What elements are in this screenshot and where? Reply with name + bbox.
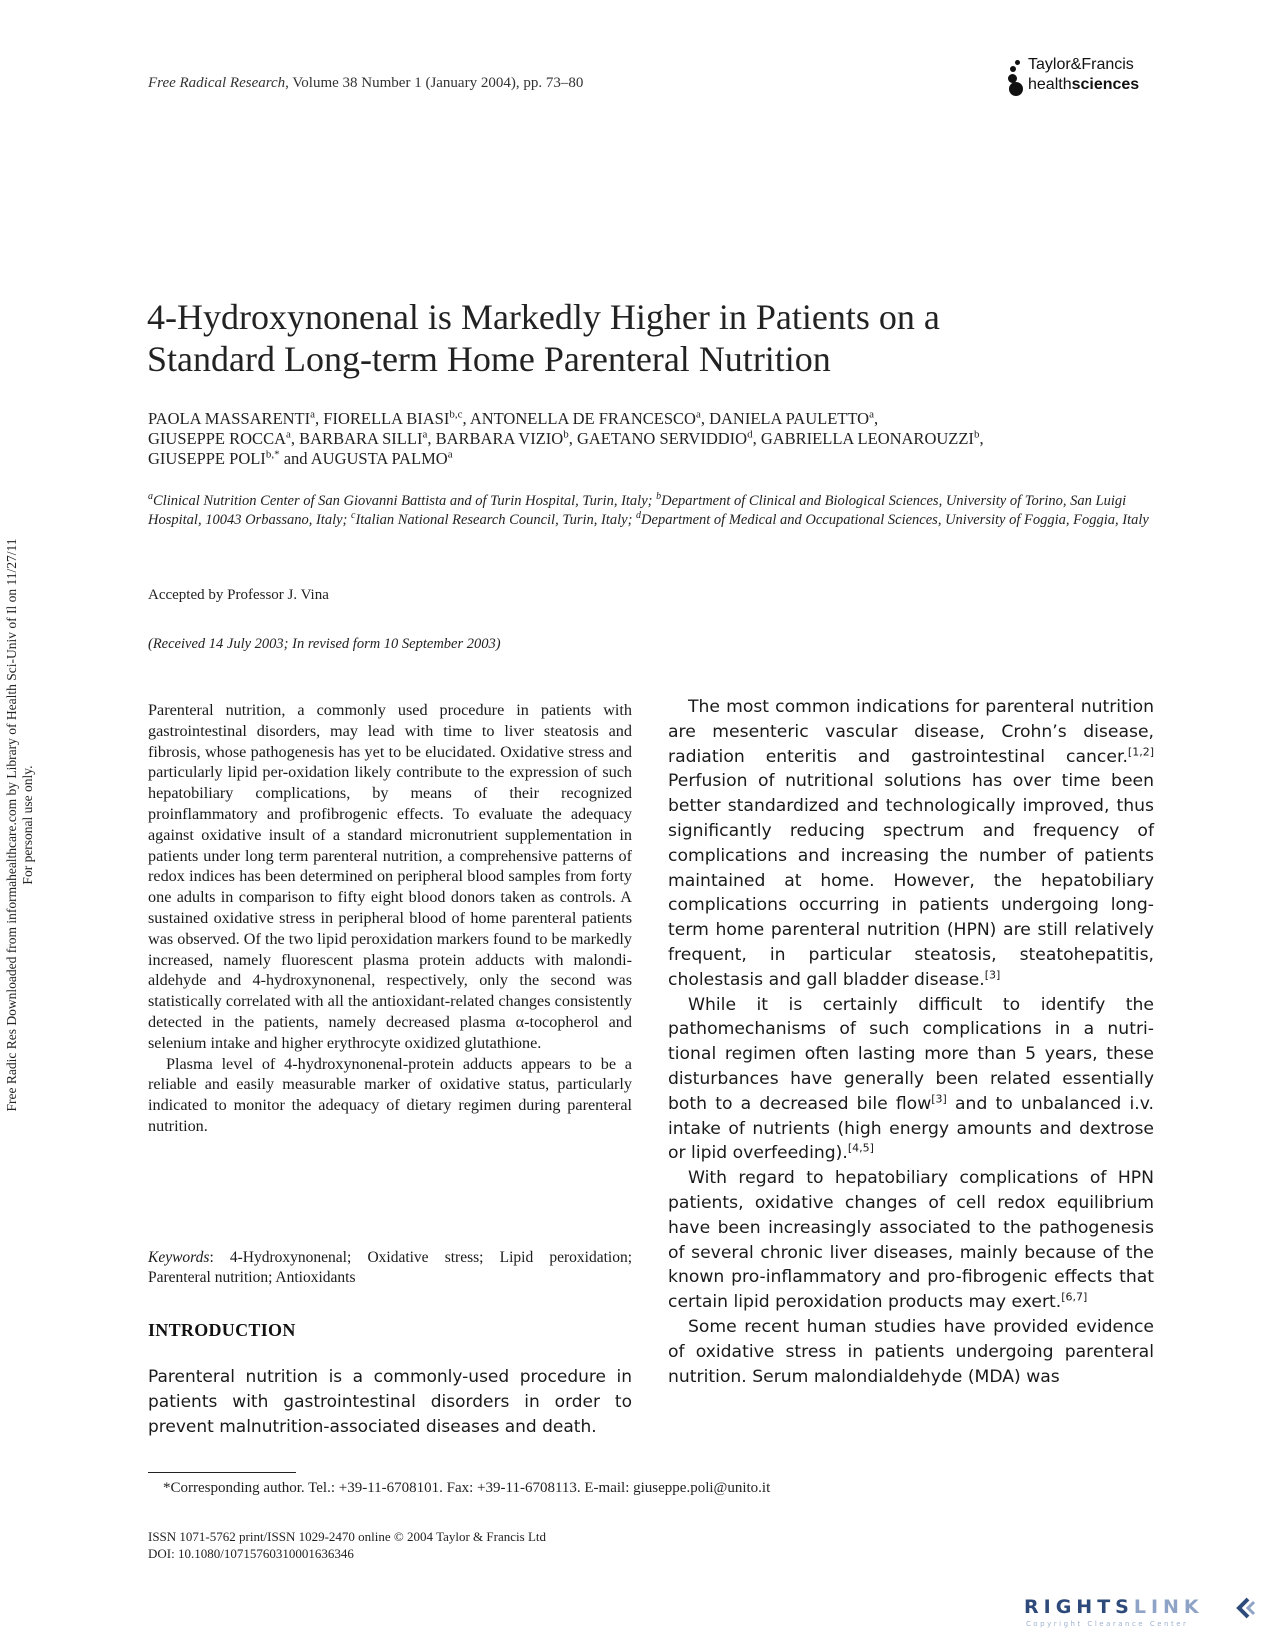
publisher-name: Taylor&Francis (1028, 56, 1134, 73)
received-dates: (Received 14 July 2003; In revised form 10 September 2003) (148, 636, 501, 652)
affiliation: Department of Medical and Occupational Sciences, University of Foggia, Foggia, Italy (641, 512, 1149, 528)
keywords (148, 1248, 632, 1288)
author: FIORELLA BIASI$^{b,c}$ (323, 408, 463, 428)
author: ANTONELLA DE FRANCESCO$^a$ (469, 408, 701, 428)
download-side-note (4, 480, 35, 1170)
author: PAOLA MASSARENTI$^a$ (148, 408, 316, 428)
section-heading-introduction: INTRODUCTION (148, 1320, 296, 1340)
publisher-dots-icon (1008, 60, 1026, 92)
author: BARBARA VIZIO$^b$ (435, 428, 569, 448)
author: DANIELA PAULETTO$^a$ (709, 408, 874, 428)
rightslink-arrow-icon (1234, 1596, 1258, 1620)
issn-block (148, 1528, 546, 1562)
issn-line: ISSN 1071-5762 print/ISSN 1029-2470 online © 2004 Taylor & Francis Ltd (148, 1529, 546, 1544)
article-title (147, 296, 1147, 380)
right-column-body (668, 695, 1154, 1389)
journal-name: Free Radical Research (148, 75, 286, 91)
abstract-paragraph: Plasma level of 4-hydroxynonenal-protein adducts appears to be a reliable and easily measurable marker of oxidative status, particularly indicated to monitor the adequacy of dietary regimen during parenteral nutrition. (148, 1054, 632, 1135)
doi-line[interactable]: DOI: 10.1080/10715760310001636346 (148, 1546, 354, 1561)
side-note-line2: For personal use only. (20, 765, 35, 885)
author: GIUSEPPE ROCCA$^a$ (148, 428, 291, 448)
author: GIUSEPPE $POLI^{b,*}$ (148, 448, 280, 468)
rightslink-subtitle: Copyright Clearance Center (1026, 1620, 1189, 1628)
journal-citation (148, 75, 583, 92)
keywords-list: : 4-Hydroxynonenal; Oxidative stress; Lipid peroxidation; Parenteral nutrition; Antioxidants (148, 1249, 632, 1286)
rightslink-wordmark: RIGHTSLINK (1024, 1596, 1204, 1618)
rightslink-logo[interactable] (1024, 1596, 1254, 1632)
publisher-logo (1008, 56, 1158, 96)
citation-ref[interactable]: [1,2] (1127, 744, 1154, 758)
abstract (148, 700, 632, 1137)
journal-details: , Volume 38 Number 1 (January 2004), pp. 73–80 (285, 75, 584, 91)
author-list: PAOLA MASSARENTI$^a$, FIORELLA BIASI$^{b,c}$, ANTONELLA DE FRANCESCO$^a$, DANIELA PAULETTO$^a$, GIUSEPPE ROCCA$^a$, BARBARA SILLI$^a$, BARBARA VIZIO$^b$, GAETANO SERVIDDIO$^d$, GABRIELLA LEONAROUZZI$^b$, GIUSEPPE $POLI^{b,*}$ and AUGUSTA PALMO$^a$ (148, 408, 984, 468)
author: GABRIELLA LEONAROUZZI$^b$ (760, 428, 980, 448)
affiliation: Clinical Nutrition Center of San Giovanni Battista and of Turin Hospital, Turin, Italy; (153, 493, 657, 509)
affiliation: Department of Clinical and Biological Sciences, University of Torino, San Luigi Hospital, 10043 Orbassano, Italy; (148, 493, 1127, 528)
citation-ref[interactable]: [6,7] (1061, 1290, 1088, 1304)
affiliations: $^a$Clinical Nutrition Center of San Giovanni Battista and of Turin Hospital, Turin, Italy; $^b$Department of Clinical and Biological Sciences, University of Torino, San Luigi Hospital, 10043 Orbassano, Italy; $^c$Italian National Research Council, Turin, Italy; $^d$Department of Medical and Occupational Sciences, University of Foggia, Foggia, Italy (148, 491, 1149, 528)
publisher-imprint: healthsciences (1028, 76, 1140, 93)
body-paragraph: While it is certainly difficult to identify the pathomechanisms of such complications in a nutri-tional regimen often lasting more than 5 years, these disturbances have generally been related essentially both to a decreased bile flow[3] and to unbalanced i.v. intake of nutrients (high energy amounts and dextrose or lipid overfeeding).[4,5] (668, 994, 1154, 1164)
title-line1: 4-Hydroxynonenal is Markedly Higher in Patients on a (147, 297, 940, 337)
abstract-paragraph: Parenteral nutrition, a commonly used procedure in patients with gastrointestinal disorders, may lead with time to liver steatosis and fibrosis, whose pathogenesis has yet to be elucidated. Oxidative stress and particularly lipid per-oxidation likely contribute to the expression of such hepatobiliary complications, by means of their recognized proinflammatory and profibrogenic effects. To evaluate the adequacy against oxidative insult of a standard micronutrient supplementation in patients under long term parenteral nutrition, a comprehensive patterns of redox indices has been determined on peripheral blood samples from forty one adults in comparison to fifty eight blood donors taken as controls. A sustained oxidative stress in peripheral blood of home parenteral patients was observed. Of the two lipid peroxidation markers found to be markedly increased, namely fluorescent plasma protein adducts with malondi-aldehyde and 4-hydroxynonenal, respectively, only the second was statistically correlated with all the antioxidant-related changes consistently detected in the patients, namely decreased plasma α-tocopherol and selenium intake and higher erythrocyte oxidized glutathione. (148, 701, 632, 1052)
citation-ref[interactable]: [3] (931, 1092, 947, 1106)
body-paragraph: Some recent human studies have provided evidence of oxidative stress in patients undergoing parenteral nutrition. Serum malondialdehyde (MDA) was (668, 1316, 1154, 1387)
affiliation: Italian National Research Council, Turin, Italy; (355, 512, 637, 528)
author: GAETANO SERVIDDIO$^d$ (576, 428, 753, 448)
side-note-line1: Free Radic Res Downloaded from informahealthcare.com by Library of Health Sci-Univ of Il on 11/27/11 (4, 538, 19, 1112)
author: AUGUSTA PALMO$^a$ (310, 448, 453, 468)
body-paragraph: With regard to hepatobiliary complications of HPN patients, oxidative changes of cell redox equilibrium have been increasingly associated to the pathogenesis of several chronic liver diseases, mainly because of the known pro-inflammatory and pro-fibrogenic effects that certain lipid peroxidation products may exert.[6,7] (668, 1168, 1154, 1313)
accepted-by: Accepted by Professor J. Vina (148, 587, 329, 603)
corresponding-author-footnote: *Corresponding author. Tel.: +39-11-6708101. Fax: +39-11-6708113. E-mail: giuseppe.poli@unito.it (163, 1480, 771, 1496)
body-paragraph: The most common indications for parenteral nutrition are mesenteric vascular disease, Crohn’s disease, radiation enteritis and gastrointestinal cancer.[1,2] Perfusion of nutritional solutions has over time been better standardized and technologically improved, thus significantly reducing spectrum and frequency of complications and increasing the number of patients maintained at home. However, the hepatobiliary complications occurring in patients undergoing long-term home parenteral nutrition (HPN) are still relatively frequent, in particular steatosis, steatohepatitis, cholestasis and gall bladder disease.[3] (668, 697, 1154, 990)
citation-ref[interactable]: [3] (984, 968, 1001, 982)
intro-paragraph: Parenteral nutrition is a commonly-used procedure in patients with gastrointestinal disorders in order to prevent malnutrition-associated diseases and death. (148, 1367, 632, 1437)
footnote-rule (148, 1472, 296, 1473)
author: BARBARA SILLI$^a$ (299, 428, 428, 448)
title-line2: Standard Long-term Home Parenteral Nutrition (147, 339, 831, 379)
keywords-label: Keywords (148, 1249, 210, 1266)
citation-ref[interactable]: [4,5] (847, 1141, 874, 1155)
